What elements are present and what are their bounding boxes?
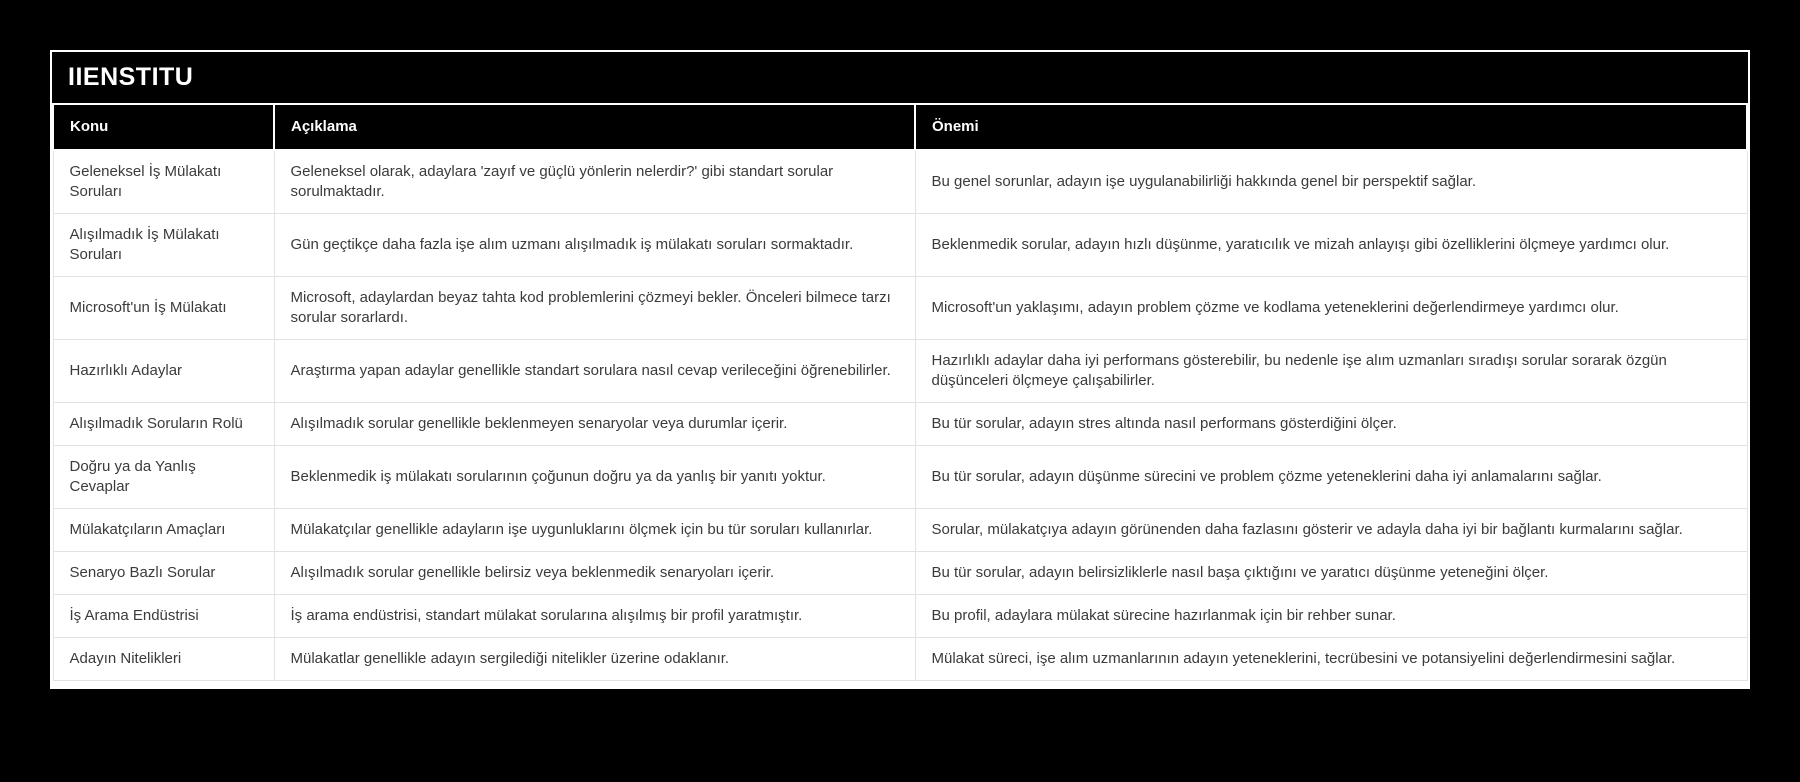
column-header-aciklama: Açıklama <box>274 104 915 150</box>
topics-table <box>52 103 1748 681</box>
table-row <box>53 214 1747 277</box>
cell-onemi: Beklenmedik sorular, adayın hızlı düşünme, yaratıcılık ve mizah anlayışı gibi özelliklerini ölçmeye yardımcı olur. <box>915 214 1747 277</box>
table-row <box>53 403 1747 446</box>
table-row <box>53 340 1747 403</box>
cell-onemi: Bu tür sorular, adayın stres altında nasıl performans gösterdiğini ölçer. <box>915 403 1747 446</box>
cell-onemi: Bu genel sorunlar, adayın işe uygulanabilirliği hakkında genel bir perspektif sağlar. <box>915 150 1747 214</box>
cell-konu: Alışılmadık Soruların Rolü <box>53 403 274 446</box>
cell-aciklama: İş arama endüstrisi, standart mülakat sorularına alışılmış bir profil yaratmıştır. <box>274 595 915 638</box>
table-header <box>53 104 1747 150</box>
card-title: IIENSTITU <box>52 52 1748 103</box>
cell-aciklama: Gün geçtikçe daha fazla işe alım uzmanı alışılmadık iş mülakatı soruları sormaktadır. <box>274 214 915 277</box>
cell-onemi: Bu tür sorular, adayın düşünme sürecini ve problem çözme yeteneklerini daha iyi anlamalarını sağlar. <box>915 446 1747 509</box>
table-row <box>53 638 1747 681</box>
table-row <box>53 552 1747 595</box>
cell-aciklama: Araştırma yapan adaylar genellikle standart sorulara nasıl cevap verileceğini öğrenebilirler. <box>274 340 915 403</box>
table-row <box>53 509 1747 552</box>
cell-aciklama: Alışılmadık sorular genellikle beklenmeyen senaryolar veya durumlar içerir. <box>274 403 915 446</box>
table-header-row <box>53 104 1747 150</box>
cell-onemi: Microsoft'un yaklaşımı, adayın problem çözme ve kodlama yeteneklerini değerlendirmeye yardımcı olur. <box>915 277 1747 340</box>
iienstitu-card <box>50 50 1750 689</box>
cell-aciklama: Alışılmadık sorular genellikle belirsiz veya beklenmedik senaryoları içerir. <box>274 552 915 595</box>
cell-konu: Hazırlıklı Adaylar <box>53 340 274 403</box>
table-row <box>53 277 1747 340</box>
cell-konu: Mülakatçıların Amaçları <box>53 509 274 552</box>
cell-aciklama: Mülakatlar genellikle adayın sergilediği nitelikler üzerine odaklanır. <box>274 638 915 681</box>
cell-konu: Doğru ya da Yanlış Cevaplar <box>53 446 274 509</box>
cell-aciklama: Microsoft, adaylardan beyaz tahta kod problemlerini çözmeyi bekler. Önceleri bilmece tarzı sorular sorarlardı. <box>274 277 915 340</box>
cell-konu: Geleneksel İş Mülakatı Soruları <box>53 150 274 214</box>
table-row <box>53 446 1747 509</box>
cell-konu: Senaryo Bazlı Sorular <box>53 552 274 595</box>
table-body <box>53 150 1747 681</box>
table-row <box>53 595 1747 638</box>
cell-onemi: Mülakat süreci, işe alım uzmanlarının adayın yeteneklerini, tecrübesini ve potansiyelini değerlendirmesini sağlar. <box>915 638 1747 681</box>
cell-onemi: Hazırlıklı adaylar daha iyi performans gösterebilir, bu nedenle işe alım uzmanları sıradışı sorular sorarak özgün düşünceleri ölçmeye çalışabilirler. <box>915 340 1747 403</box>
cell-konu: Alışılmadık İş Mülakatı Soruları <box>53 214 274 277</box>
cell-onemi: Sorular, mülakatçıya adayın görünenden daha fazlasını gösterir ve adayla daha iyi bir bağlantı kurmalarını sağlar. <box>915 509 1747 552</box>
table-row <box>53 150 1747 214</box>
cell-konu: Adayın Nitelikleri <box>53 638 274 681</box>
cell-onemi: Bu profil, adaylara mülakat sürecine hazırlanmak için bir rehber sunar. <box>915 595 1747 638</box>
cell-onemi: Bu tür sorular, adayın belirsizliklerle nasıl başa çıktığını ve yaratıcı düşünme yeteneğini ölçer. <box>915 552 1747 595</box>
cell-konu: İş Arama Endüstrisi <box>53 595 274 638</box>
cell-aciklama: Geleneksel olarak, adaylara 'zayıf ve güçlü yönlerin nelerdir?' gibi standart sorular sorulmaktadır. <box>274 150 915 214</box>
column-header-onemi: Önemi <box>915 104 1747 150</box>
cell-aciklama: Beklenmedik iş mülakatı sorularının çoğunun doğru ya da yanlış bir yanıtı yoktur. <box>274 446 915 509</box>
cell-aciklama: Mülakatçılar genellikle adayların işe uygunluklarını ölçmek için bu tür soruları kullanırlar. <box>274 509 915 552</box>
column-header-konu: Konu <box>53 104 274 150</box>
cell-konu: Microsoft'un İş Mülakatı <box>53 277 274 340</box>
